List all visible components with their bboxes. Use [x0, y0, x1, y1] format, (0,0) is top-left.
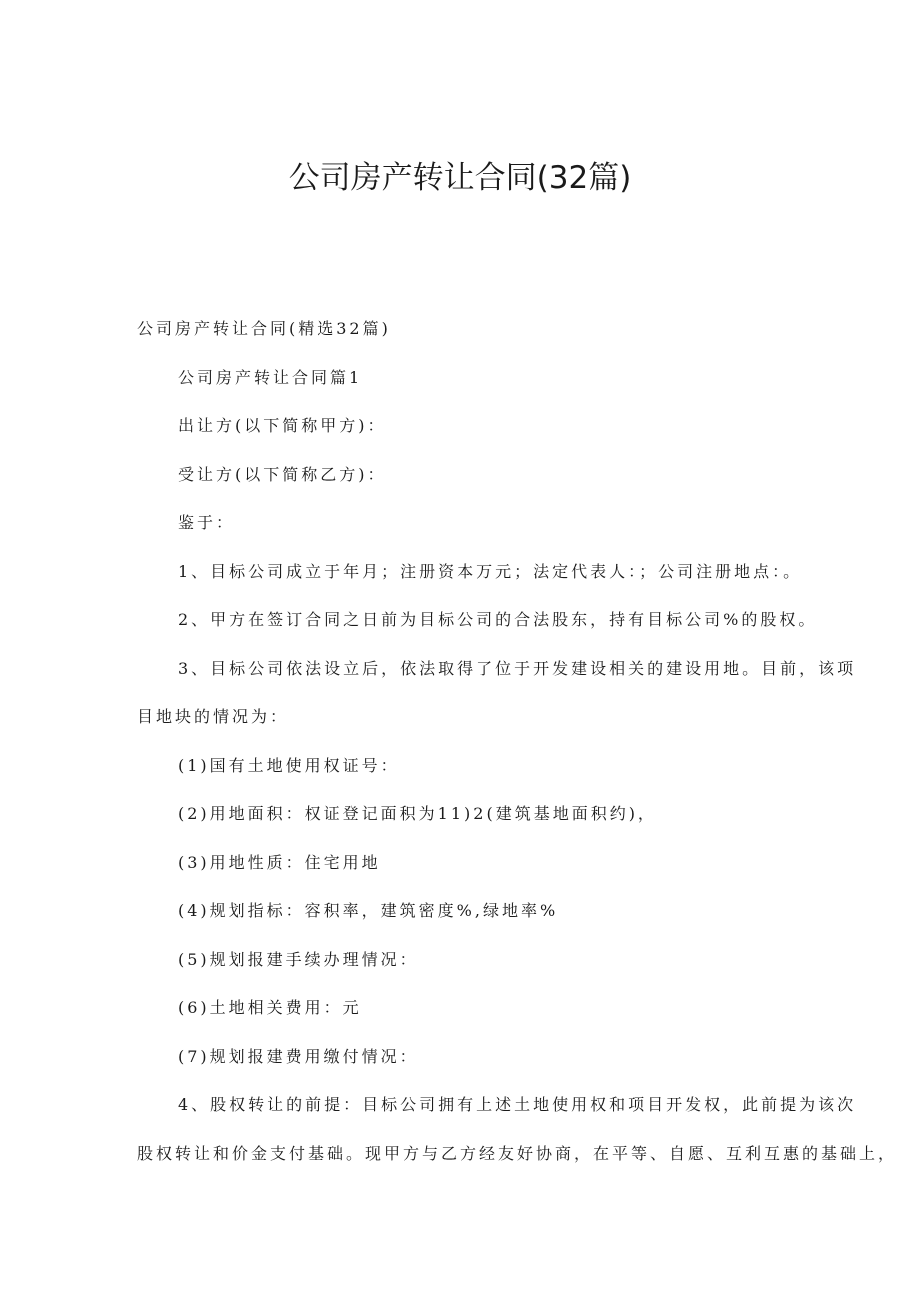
party-a-line: 出让方(以下简称甲方)：: [178, 416, 387, 435]
section-heading: 公司房产转让合同篇1: [178, 367, 363, 387]
clause-3-line-1: 3、目标公司依法设立后，依法取得了位于开发建设相关的建设用地。目前，该项: [178, 658, 857, 678]
party-b-line: 受让方(以下简称乙方)：: [178, 464, 387, 484]
document-body: [0, 305, 920, 1178]
document-title: 公司房产转让合同(32篇): [288, 160, 632, 196]
clause-3-line-2: 目地块的情况为：: [137, 707, 290, 726]
item-3: (3)用地性质：住宅用地: [178, 852, 381, 872]
item-1: (1)国有土地使用权证号：: [178, 755, 400, 775]
item-6: (6)土地相关费用：元: [178, 998, 362, 1017]
item-7: (7)规划报建费用缴付情况：: [178, 1046, 419, 1066]
item-4: (4)规划指标：容积率，建筑密度%,绿地率%: [178, 901, 559, 920]
item-2: (2)用地面积：权证登记面积为11)2(建筑基地面积约)，: [178, 804, 657, 823]
clause-2: 2、甲方在签订合同之日前为目标公司的合法股东，持有目标公司%的股权。: [178, 610, 818, 629]
whereas-line: 鉴于：: [178, 513, 236, 532]
document-subtitle: 公司房产转让合同(精选32篇): [137, 319, 391, 338]
clause-4-line-2: 股权转让和价金支付基础。现甲方与乙方经友好协商，在平等、自愿、互利互惠的基础上，: [137, 1143, 898, 1163]
item-5: (5)规划报建手续办理情况：: [178, 949, 419, 969]
clause-1: 1、目标公司成立于年月；注册资本万元；法定代表人：；公司注册地点：。: [178, 561, 803, 581]
clause-4-line-1: 4、股权转让的前提：目标公司拥有上述土地使用权和项目开发权，此前提为该次: [178, 1095, 857, 1114]
